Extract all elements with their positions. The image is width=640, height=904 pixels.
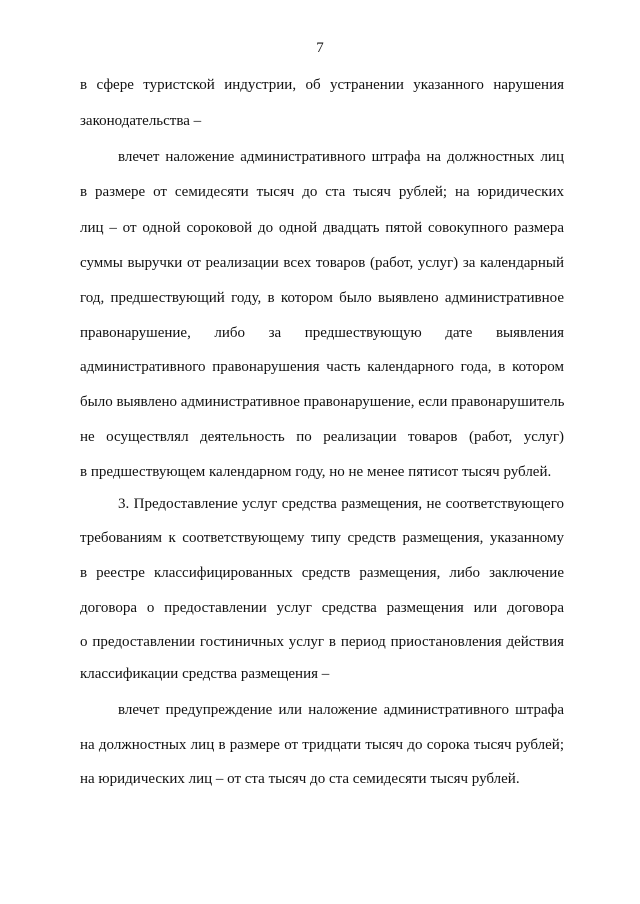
text-line: договора о предоставлении услуг средства размещения или договора: [80, 600, 564, 616]
text-line: влечет предупреждение или наложение административного штрафа: [118, 702, 564, 718]
text-line: не осуществлял деятельность по реализации товаров (работ, услуг): [80, 429, 564, 445]
text-line: на юридических лиц – от ста тысяч до ста семидесяти тысяч рублей.: [80, 771, 520, 787]
text-line: законодательства –: [80, 113, 202, 129]
text-line: требованиям к соответствующему типу средств размещения, указанному: [80, 530, 564, 546]
text-line: правонарушение, либо за предшествующую дате выявления: [80, 325, 564, 341]
text-line: на должностных лиц в размере от тридцати тысяч до сорока тысяч рублей;: [80, 737, 564, 753]
text-line: 3. Предоставление услуг средства размещения, не соответствующего: [118, 496, 564, 512]
text-line: в предшествующем календарном году, но не менее пятисот тысяч рублей.: [80, 464, 552, 480]
text-line: административного правонарушения часть календарного года, в котором: [80, 359, 564, 375]
text-line: в размере от семидесяти тысяч до ста тысяч рублей; на юридических: [80, 184, 564, 200]
text-line: лиц – от одной сороковой до одной двадцать пятой совокупного размера: [80, 220, 564, 236]
text-line: в реестре классифицированных средств размещения, либо заключение: [80, 565, 564, 581]
text-line: классификации средства размещения –: [80, 666, 330, 682]
text-line: в сфере туристской индустрии, об устранении указанного нарушения: [80, 77, 564, 93]
text-line: о предоставлении гостиничных услуг в период приостановления действия: [80, 634, 564, 650]
text-line: суммы выручки от реализации всех товаров (работ, услуг) за календарный: [80, 255, 564, 271]
text-line: было выявлено административное правонарушение, если правонарушитель: [80, 394, 565, 410]
text-line: влечет наложение административного штрафа на должностных лиц: [118, 149, 564, 165]
page-number: 7: [316, 40, 324, 56]
text-line: год, предшествующий году, в котором было выявлено административное: [80, 290, 564, 306]
